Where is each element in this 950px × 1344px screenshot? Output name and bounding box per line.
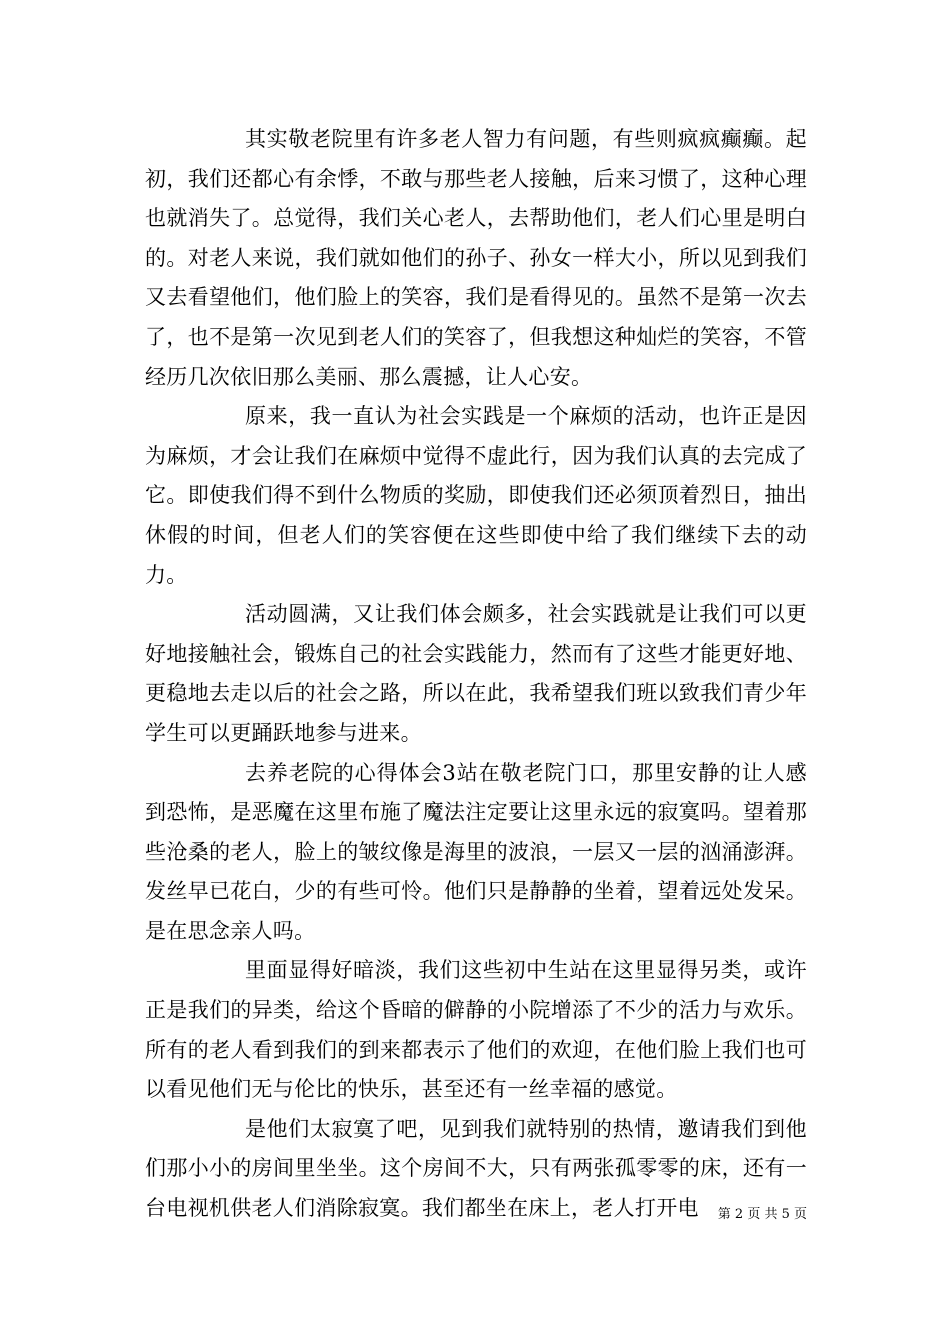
paragraph-1: 其实敬老院里有许多老人智力有问题，有些则疯疯癫癫。起初，我们还都心有余悸，不敢与那些老人接触，后来习惯了，这种心理也就消失了。总觉得，我们关心老人，去帮助他们，老人们心里是明白的。对老人来说，我们就如他们的孙子、孙女一样大小，所以见到我们又去看望他们，他们脸上的笑容，我们是看得见的。虽然不是第一次去了，也不是第一次见到老人们的笑容了，但我想这种灿烂的笑容，不管经历几次依旧那么美丽、那么震撼，让人心安。	[145, 127, 807, 389]
paragraph-3: 活动圆满，又让我们体会颇多，社会实践就是让我们可以更好地接触社会，锻炼自己的社会实践能力，然而有了这些才能更好地、更稳地去走以后的社会之路，所以在此，我希望我们班以致我们青少年学生可以更踊跃地参与进来。	[145, 602, 807, 745]
paragraph-4: 去养老院的心得体会3站在敬老院门口，那里安静的让人感到恐怖，是恶魔在这里布施了魔法注定要让这里永远的寂寞吗。望着那些沧桑的老人，脸上的皱纹像是海里的波浪，一层又一层的汹涌澎湃。发丝早已花白，少的有些可怜。他们只是静静的坐着，望着远处发呆。是在思念亲人吗。	[145, 760, 807, 943]
paragraph-5: 里面显得好暗淡，我们这些初中生站在这里显得另类，或许正是我们的异类，给这个昏暗的僻静的小院增添了不少的活力与欢乐。所有的老人看到我们的到来都表示了他们的欢迎，在他们脸上我们也可以看见他们无与伦比的快乐，甚至还有一丝幸福的感觉。	[145, 958, 807, 1102]
paragraph-6: 是他们太寂寞了吧，见到我们就特别的热情，邀请我们到他们那小小的房间里坐坐。这个房间不大，只有两张孤零零的床，还有一台电视机供老人们消除寂寞。我们都坐在床上，老人打开电	[145, 1116, 807, 1221]
paragraph-2: 原来，我一直认为社会实践是一个麻烦的活动，也许正是因为麻烦，才会让我们在麻烦中觉得不虚此行，因为我们认真的去完成了它。即使我们得不到什么物质的奖励，即使我们还必须顶着烈日，抽出休假的时间，但老人们的笑容便在这些即使中给了我们继续下去的动力。	[145, 404, 807, 587]
body-text	[145, 120, 807, 1229]
page-number-footer: 第 2 页 共 5 页	[717, 1207, 807, 1222]
